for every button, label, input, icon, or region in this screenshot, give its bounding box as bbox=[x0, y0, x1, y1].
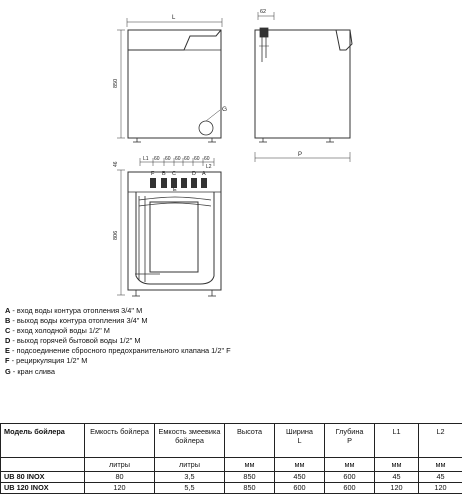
table-row bbox=[1, 483, 462, 494]
rear-dim-label: 60 bbox=[184, 156, 190, 162]
col-header-depth bbox=[325, 424, 375, 458]
legend-item: B - выход воды контура отопления 3/4" М bbox=[5, 316, 148, 326]
col-header-coil: Емкость змеевика бойлера bbox=[155, 424, 225, 458]
col-header-width-symbol: L bbox=[297, 436, 302, 445]
rear-dim-label: 60 bbox=[165, 156, 171, 162]
col-header-depth-symbol: P bbox=[347, 436, 352, 445]
units-cell: мм bbox=[419, 458, 462, 472]
rear-dim-label: 60 bbox=[204, 156, 210, 162]
dim-depth-label: P bbox=[298, 152, 303, 158]
rear-dim-label: L1 bbox=[143, 156, 149, 162]
connection-label-a: A bbox=[202, 171, 206, 177]
connection-label-f: F bbox=[151, 171, 155, 177]
table-units-row bbox=[1, 458, 462, 472]
col-header-height: Высота bbox=[225, 424, 275, 458]
table-row bbox=[1, 472, 462, 483]
table-cell: 850 bbox=[225, 483, 275, 494]
rear-offset-label: 46 bbox=[113, 161, 119, 167]
legend-item: D - выход горячей бытовой воды 1/2" М bbox=[5, 336, 141, 346]
units-cell: литры bbox=[85, 458, 155, 472]
legend-item: G - кран слива bbox=[5, 366, 55, 376]
connection-label-d: D bbox=[192, 171, 196, 177]
table-cell: 120 bbox=[419, 483, 462, 494]
col-header-width-label: Ширина bbox=[286, 427, 313, 436]
legend-item: C - вход холодной воды 1/2" М bbox=[5, 326, 110, 336]
units-cell: мм bbox=[325, 458, 375, 472]
table-cell: 600 bbox=[325, 483, 375, 494]
table-cell: 120 bbox=[85, 483, 155, 494]
col-header-capacity: Емкость бойлера bbox=[85, 424, 155, 458]
col-header-l1: L1 bbox=[375, 424, 419, 458]
units-cell-empty bbox=[1, 458, 85, 472]
dim-pipe-offset-label: 62 bbox=[260, 9, 267, 15]
table-cell: 600 bbox=[275, 483, 325, 494]
drain-valve-label: G bbox=[222, 106, 228, 113]
table-cell: 80 bbox=[85, 472, 155, 483]
table-cell: 5,5 bbox=[155, 483, 225, 494]
table-cell: 45 bbox=[419, 472, 462, 483]
rear-dim-label: 60 bbox=[194, 156, 200, 162]
connection-label-b: B bbox=[162, 171, 166, 177]
specification-table bbox=[0, 423, 462, 494]
connection-stubs bbox=[150, 178, 207, 188]
connection-label-c: C bbox=[172, 171, 176, 177]
rear-dim-label: L2 bbox=[206, 164, 212, 170]
dim-width-label: L bbox=[172, 15, 176, 21]
col-header-depth-label: Глубина bbox=[335, 427, 364, 436]
table-cell: 600 bbox=[325, 472, 375, 483]
side-view bbox=[255, 12, 352, 162]
table-cell: 850 bbox=[225, 472, 275, 483]
rear-dim-label: 60 bbox=[154, 156, 160, 162]
legend-item: F - рециркуляция 1/2" М bbox=[5, 356, 88, 366]
table-cell: 3,5 bbox=[155, 472, 225, 483]
front-view bbox=[117, 18, 222, 142]
col-header-width bbox=[275, 424, 325, 458]
dim-height-label: 850 bbox=[113, 78, 119, 88]
table-cell: 450 bbox=[275, 472, 325, 483]
rear-dim-label: 60 bbox=[175, 156, 181, 162]
table-cell: 120 bbox=[375, 483, 419, 494]
model-cell: UB 80 INOX bbox=[1, 472, 85, 483]
units-cell: литры bbox=[155, 458, 225, 472]
legend-item: E - подсоединение сбросного предохранительного клапана 1/2" F bbox=[5, 346, 231, 356]
units-cell: мм bbox=[375, 458, 419, 472]
col-header-model: Модель бойлера bbox=[1, 424, 85, 458]
table-cell: 45 bbox=[375, 472, 419, 483]
table-header-row bbox=[1, 424, 462, 458]
connection-label-e: E bbox=[173, 187, 177, 193]
col-header-l2: L2 bbox=[419, 424, 462, 458]
units-cell: мм bbox=[225, 458, 275, 472]
model-cell: UB 120 INOX bbox=[1, 483, 85, 494]
connections-legend bbox=[5, 306, 455, 377]
rear-height-label: 806 bbox=[113, 230, 119, 240]
drain-valve-circle bbox=[199, 121, 213, 135]
units-cell: мм bbox=[275, 458, 325, 472]
legend-item: A - вход воды контура отопления 3/4" М bbox=[5, 306, 143, 315]
rear-view bbox=[117, 158, 221, 296]
